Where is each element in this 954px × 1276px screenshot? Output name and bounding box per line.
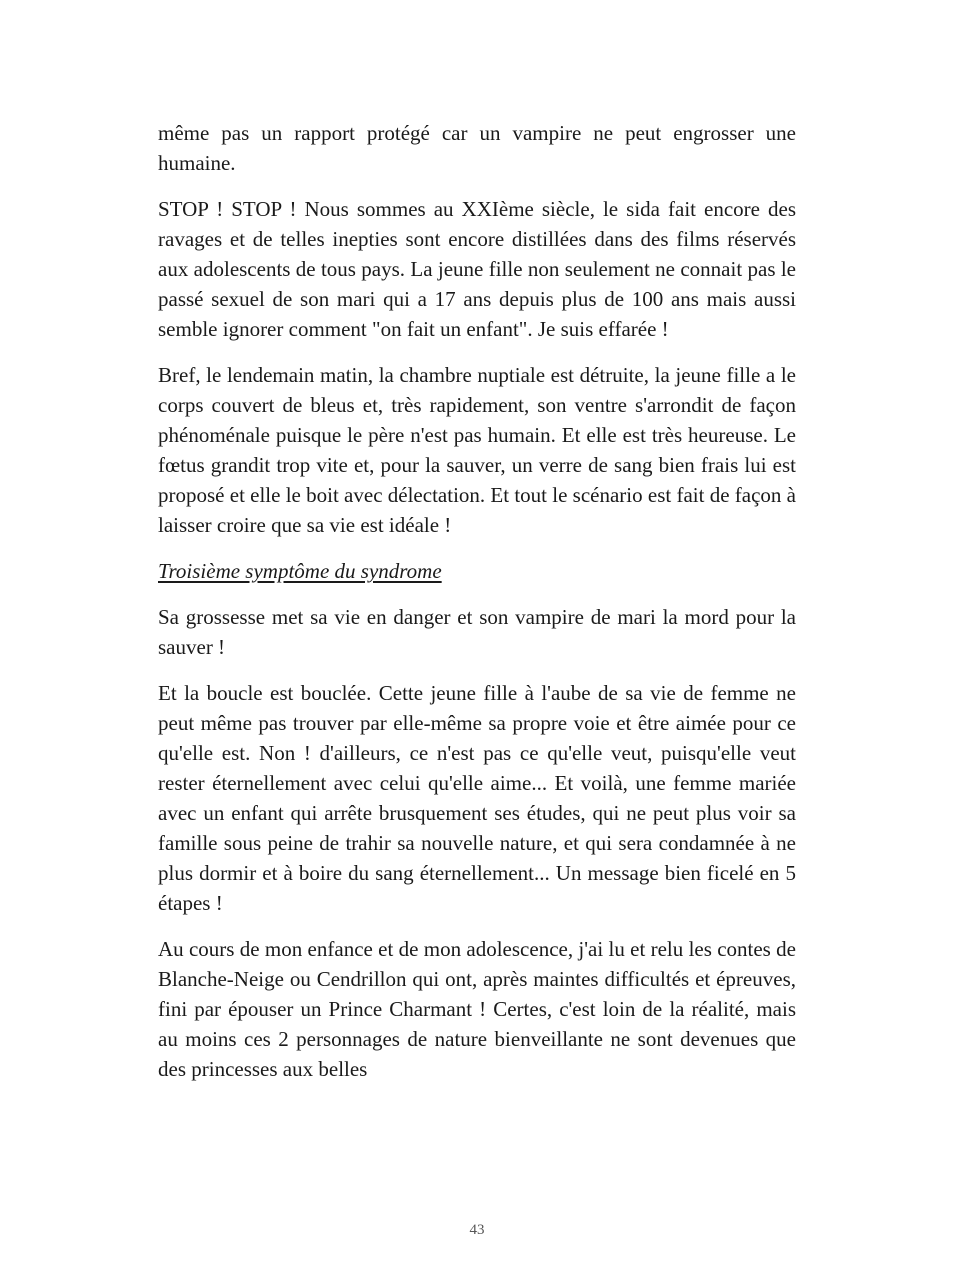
document-page-body	[158, 118, 796, 1100]
paragraph-5: Et la boucle est bouclée. Cette jeune fille à l'aube de sa vie de femme ne peut même pas trouver par elle-même sa propre voie et être aimée pour ce qu'elle est. Non ! d'ailleurs, ce n'est pas ce qu'elle veut, puisqu'elle veut rester éternellement avec celui qu'elle aime... Et voilà, une femme mariée avec un enfant qui arrête brusquement ses études, qui ne peut plus voir sa famille sous peine de trahir sa nouvelle nature, et qui sera condamnée à ne plus dormir et à boire du sang éternellement... Un message bien ficelé en 5 étapes !	[158, 681, 796, 915]
section-heading: Troisième symptôme du syndrome	[158, 559, 442, 583]
paragraph-3: Bref, le lendemain matin, la chambre nuptiale est détruite, la jeune fille a le corps couvert de bleus et, très rapidement, son ventre s'arrondit de façon phénoménale puisque le père n'est pas humain. Et elle est très heureuse. Le fœtus grandit trop vite et, pour la sauver, un verre de sang bien frais lui est proposé et elle le boit avec délectation. Et tout le scénario est fait de façon à laisser croire que sa vie est idéale !	[158, 363, 796, 537]
paragraph-2: STOP ! STOP ! Nous sommes au XXIème siècle, le sida fait encore des ravages et de telles inepties sont encore distillées dans des films réservés aux adolescents de tous pays. La jeune fille non seulement ne connait pas le passé sexuel de son mari qui a 17 ans depuis plus de 100 ans mais aussi semble ignorer comment "on fait un enfant". Je suis effarée !	[158, 197, 796, 341]
paragraph-4: Sa grossesse met sa vie en danger et son vampire de mari la mord pour la sauver !	[158, 605, 796, 659]
paragraph-6: Au cours de mon enfance et de mon adolescence, j'ai lu et relu les contes de Blanche-Neige ou Cendrillon qui ont, après maintes difficultés et épreuves, fini par épouser un Prince Charmant ! Certes, c'est loin de la réalité, mais au moins ces 2 personnages de nature bienveillante ne sont devenues que des princesses aux belles	[158, 937, 796, 1081]
page-number: 43	[469, 1222, 485, 1238]
paragraph-1: même pas un rapport protégé car un vampire ne peut engrosser une humaine.	[158, 121, 796, 175]
